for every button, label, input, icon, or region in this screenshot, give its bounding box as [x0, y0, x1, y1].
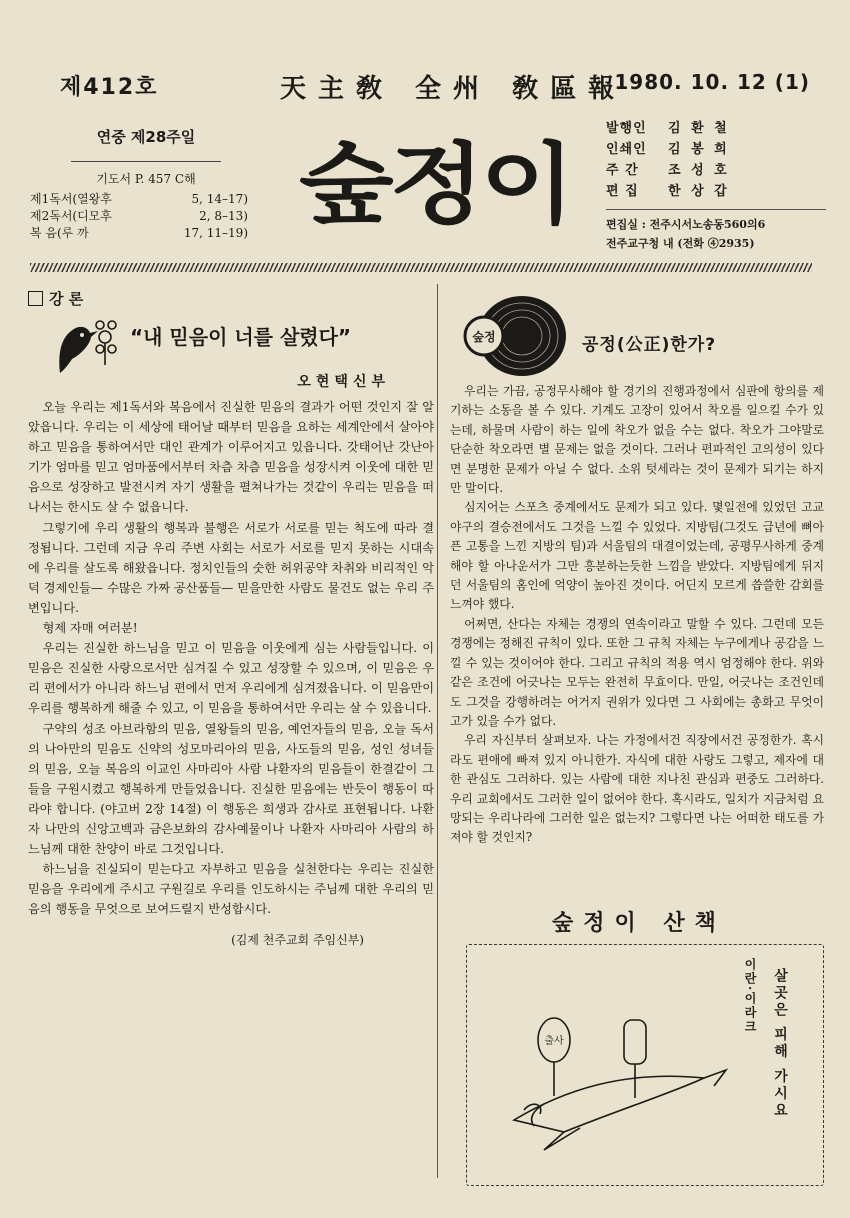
hatched-rule	[30, 263, 812, 272]
paragraph: 우리 자신부터 살펴보자. 나는 가정에서건 직장에서건 공정한가. 혹시라도 편애에 빠져 있지 아니한가. 자식에 대한 사랑도 그렇고, 제자에 대한 관심도 그러하다. 있는 사람에 대한 지나친 관심과 편중도 그러하다. 우리 교회에서도 그러한 일이 없어야 한다. 혹시라도, 일치가 지금처럼 요망되는 우리나라에 그러한 일은 없는지? 그렇다면 나는 어떠한 태도를 가져야 할 것인지?	[450, 733, 824, 845]
section-label	[28, 288, 434, 309]
article-title: “내 믿음이 너를 살렸다”	[130, 325, 352, 349]
paragraph: 구약의 성조 아브라함의 믿음, 열왕들의 믿음, 예언자들의 믿음, 오늘 독서의 나아만의 믿음도 신약의 성모마리아의 믿음, 사도들의 믿음, 성인 성녀들의 믿음, 오늘 복음의 이교인 사마리아 사람 나환자의 믿음들이 한결같이 그들을 구원시켰고 행복하게 만들었읍니다. 진실한 믿음에는 반듯이 행동이 따라야 합니다. (야고버 2장 14절) 이 행동은 희생과 감사로 표현됩니다. 나환자 나만의 신앙고백과 금은보화의 감사예물이나 나환자 사마리아 사람의 하느님께 대한 찬양이 바로 그것입니다.	[28, 721, 434, 857]
column-divider	[437, 284, 438, 1178]
column-title: 공정(公正)한가?	[582, 335, 717, 355]
sermon-article	[28, 288, 434, 948]
staff-role: 발행인	[606, 121, 647, 136]
paragraph: 하느님을 진실되이 믿는다고 자부하고 믿음을 실천한다는 우리는 진실한 믿음을 우리에게 주시고 구원길로 우리를 인도하시는 주님께 대한 우리의 믿음의 행동을 무엇으로 보여드릴지 반성합시다.	[28, 862, 434, 917]
article-author: 오현택신부	[297, 374, 390, 390]
staff-role: 인쇄인	[606, 142, 647, 157]
liturgy-info	[30, 118, 262, 260]
paragraph: 오늘 우리는 제1독서와 복음에서 진실한 믿음의 결과가 어떤 것인지 잘 알았읍니다. 우리는 이 세상에 태어날 때부터 믿음을 요하는 세계안에서 살아야 하고 믿음을 통하여서만 대인 관계가 이루어지고 있읍니다. 갓태어난 갓난아기가 엄마를 믿고 엄마품에서부터 차츰 차츰 믿음을 성장시켜 이웃에 대한 믿음으로 성장하고 발전시켜 자기 생활을 펼쳐나가는 것같이 우리는 믿음을 떠나서는 한시도 살 수 없읍니다.	[28, 400, 434, 515]
reading-row	[30, 191, 262, 208]
author-signature: (김제 천주교회 주임신부)	[231, 933, 364, 948]
reading-label: 제2독서(디모후	[30, 209, 112, 223]
staff-row	[606, 160, 836, 181]
staff-row	[606, 181, 836, 202]
staff-name: 한 상 갑	[668, 184, 730, 199]
staff-name: 김 봉 희	[668, 142, 730, 157]
paragraph: 우리는 진실한 하느님을 믿고 이 믿음을 이웃에게 심는 사람들입니다. 이 믿음은 진실한 사랑으로서만 심겨질 수 있고 성장할 수 있으며, 이 믿음은 우리 편에서가 아니라 하느님 편에서 먼저 우리에게 심겨졌읍니다. 이 믿음만이 우리를 행복하게 해줄 수 있고, 이 믿음을 통하여서만 우리는 살 수 있읍니다.	[28, 641, 434, 716]
paragraph: 어쩌면, 산다는 자체는 경쟁의 연속이라고 말할 수 있다. 그런데 모든 경쟁에는 정해진 규칙이 있다. 또한 그 규칙 자체는 누구에게나 공감을 느낄 수 있는 것이어야 한다. 그리고 규칙의 적용 역시 엄정해야 한다. 위와같은 조건에 어긋나는 모두는 완전히 무효이다. 만일, 어긋나는 조건인데도 그것을 강행하려는 어거지 권위가 있다면 그 사회에는 총화고 무엇이고가 있을 수가 없다.	[450, 616, 824, 728]
office-address: 편집실 : 전주시서노송동560의6	[606, 218, 766, 231]
reading-row	[30, 208, 262, 225]
divider	[71, 161, 221, 162]
reading-label: 복 음(루 까	[30, 226, 89, 240]
cartoon-caption: 살곳은 피해 가시요	[772, 968, 788, 1120]
cartoon-section-title: 숲정이 산책	[552, 910, 726, 936]
cartoon-sign-text: 출사	[544, 1036, 564, 1047]
article-body	[28, 397, 434, 919]
liturgical-week: 연중 제28주일	[96, 128, 196, 146]
reading-ref: 5, 14–17)	[191, 192, 248, 206]
record-disc-icon	[460, 294, 570, 378]
staff-role: 편 집	[606, 184, 639, 199]
header-bar	[52, 62, 810, 102]
staff-name: 김 환 철	[668, 121, 730, 136]
article-title-block	[28, 311, 434, 383]
staff-row	[606, 139, 836, 160]
issue-number: 제412호	[60, 75, 159, 100]
staff-name: 조 성 호	[668, 163, 730, 178]
reading-label: 제1독서(열왕후	[30, 192, 112, 206]
publication-date: 1980. 10. 12 (1)	[614, 70, 810, 94]
column-header	[450, 292, 824, 378]
paragraph: 우리는 가끔, 공정무사해야 할 경기의 진행과정에서 심판에 항의를 제기하는 소동을 볼 수 있다. 기계도 고장이 있어서 착오를 일으킬 수가 있는데, 하물며 사람이 하는 일에 착오가 없을 수는 없다. 착오가 그야말로 단순한 착오라면 별 문제는 없을 것이다. 그러나 편파적인 고의성이 있다면 분명한 문제가 아닐 수 없다. 소위 텃세라는 것이 문제가 되기는 하지만 말이다.	[450, 384, 824, 496]
staff-row	[606, 118, 836, 139]
bird-flower-icon	[50, 315, 120, 377]
reading-ref: 2, 8–13)	[199, 209, 248, 223]
reading-row	[30, 225, 262, 242]
paragraph: 그렇기에 우리 생활의 행복과 불행은 서로가 서로를 믿는 척도에 따라 결정됩니다. 그런데 지금 우리 주변 사회는 서로가 서로를 믿지 못하는 시대속에 우리를 살도록 해왔읍니다. 정치인들의 숫한 허위공약 차취와 비리적인 악덕 경제인들— 수많은 가짜 공산품들— 믿을만한 사람도 물건도 없는 우리 주변입니다.	[28, 520, 434, 615]
cartoon-illustration	[504, 1000, 734, 1160]
column-article	[450, 292, 824, 848]
office-phone: 전주교구청 내 (전화 ④2935)	[606, 237, 755, 250]
masthead-title: 숲정이	[298, 133, 571, 236]
prayer-book-ref: 기도서 P. 457 C해	[96, 172, 196, 186]
square-icon	[28, 291, 43, 306]
cartoon-caption-name: 이란·이라크	[743, 958, 757, 1035]
reading-ref: 17, 11–19)	[183, 226, 248, 240]
divider	[606, 209, 826, 210]
paragraph: 심지어는 스포츠 중계에서도 문제가 되고 있다. 몇일전에 있었던 고교야구의 결승전에서도 그것을 느낄 수 있었다. 지방팀(그것도 급년에 뼈아픈 고통을 느낀 지방의 팀)과 서울팀의 대결이었는데, 공평무사하게 중계해야 할 아나운서가 그만 흥분하는듯한 느낌을 받았다. 지방팀에게 뒤지던 서울팀의 홈인에 억양이 높아진 것이다. 어딘지 모르게 씁쓸한 감회를 느껴야 했다.	[450, 500, 824, 612]
column-body	[450, 382, 824, 848]
section-label-text: 강 론	[49, 290, 84, 308]
staff-info	[606, 118, 836, 253]
paper-name: 天主敎 全州 敎區報	[280, 74, 627, 104]
emblem-text: 숲정	[472, 330, 496, 344]
paragraph: 형제 자매 여러분!	[42, 621, 138, 636]
staff-role: 주 간	[606, 163, 639, 178]
